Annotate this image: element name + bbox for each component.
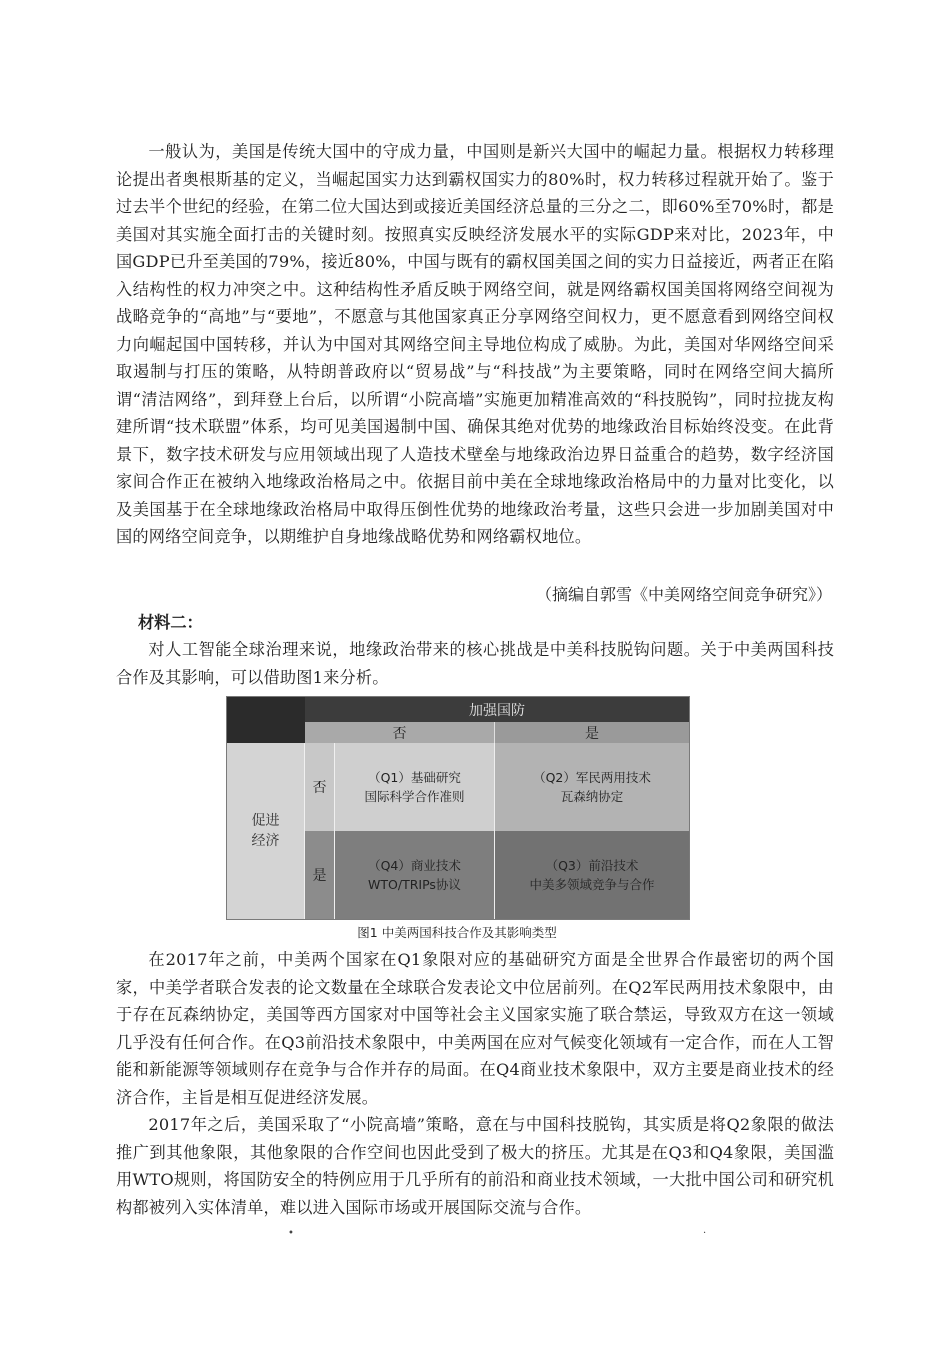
q1-rule: 国际科学合作准则 [364,789,465,804]
material1-paragraph: 一般认为，美国是传统大国中的守成力量，中国则是新兴大国中的崛起力量。根据权力转移理论提出者奥根斯基的定义，当崛起国实力达到霸权国实力的80%时，权力转移过程就开始了。鉴于过去半个世纪的经验，在第二位大国达到或接近美国经济总量的三分之二，即60%至70%时，都是美国对其实施全面打击的关键时刻。按照真实反映经济发展水平的实际GDP来对比，2023年，中国GDP已升至美国的79%，接近80%，中国与既有的霸权国美国之间的实力日益接近，两者正在陷入结构性的权力冲突之中。这种结构性矛盾反映于网络空间，就是网络霸权国美国将网络空间视为战略竞争的“高地”与“要地”，不愿意与其他国家真正分享网络空间权力，更不愿意看到网络空间权力向崛起国中国转移，并认为中国对其网络空间主导地位构成了威胁。为此，美国对华网络空间采取遏制与打压的策略，从特朗普政府以“贸易战”与“科技战”为主要策略，同时在网络空间大搞所谓“清洁网络”，到拜登上台后，以所谓“小院高墙”实施更加精准高效的“科技脱钩”，同时拉拢友构建所谓“技术联盟”体系，均可见美国遏制中国、确保其绝对优势的地缘政治目标始终没变。在此背景下，数字技术研发与应用领域出现了人造技术壁垒与地缘政治边界日益重合的趋势，数字经济国家间合作正在被纳入地缘政治格局之中。依据目前中美在全球地缘政治格局中的力量对比变化，以及美国基于在全球地缘政治格局中取得压倒性优势的地缘政治考量，这些只会进一步加剧美国对中国的网络空间竞争，以期维护自身地缘战略优势和网络霸权地位。 [116,142,834,546]
material2-intro: 对人工智能全球治理来说，地缘政治带来的核心挑战是中美科技脱钩问题。关于中美两国科技合作及其影响，可以借助图1来分析。 [116,640,834,687]
scan-mark-right: · [703,1228,707,1239]
material2-paragraph-before-2017: 在2017年之前，中美两个国家在Q1象限对应的基础研究方面是全世界合作最密切的两个国家，中美学者联合发表的论文数量在全球联合发表论文中位居前列。在Q2军民两用技术象限中，由于存在瓦森纳协定，美国等西方国家对中国等社会主义国家实施了联合禁运，导致双方在这一领域几乎没有任何合作。在Q3前沿技术象限中，中美两国在应对气候变化领域有一定合作，而在人工智能和新能源等领域则存在竞争与合作并存的局面。在Q4商业技术象限中，双方主要是商业技术的经济合作，主旨是相互促进经济发展。 [116,950,834,1107]
q3-rule: 中美多领域竞争与合作 [529,877,655,892]
material1-source: （摘编自郭雪《中美网络空间竞争研究》） [535,585,832,604]
q2-rule: 瓦森纳协定 [560,789,624,804]
column-header-no: 否 [305,722,495,743]
matrix-corner [227,697,305,743]
q4-rule: WTO/TRIPs协议 [368,877,461,892]
material2-title: 材料二： [138,613,203,632]
q3-title: （Q3）前沿技术 [545,858,639,873]
figure-1-matrix [226,696,690,920]
scan-mark-left: • [288,1228,294,1239]
material2-paragraph-after-2017: 2017年之后，美国采取了“小院高墙”策略，意在与中国科技脱钩，其实质是将Q2象限的做法推广到其他象限，其他象限的合作空间也因此受到了极大的挤压。尤其是在Q3和Q4象限，美国滥用WTO规则，将国防安全的特例应用于几乎所有的前沿和商业技术领域，一大批中国公司和研究机构都被列入实体清单，难以进入国际市场或开展国际交流与合作。 [116,1115,834,1217]
figure-1-caption: 图1 中美两国科技合作及其影响类型 [357,925,557,940]
quadrant-q4-commercial [335,831,495,919]
quadrant-q1-basic-research [335,743,495,831]
row-header-yes: 是 [305,831,335,919]
column-header-yes: 是 [495,722,689,743]
q1-title: （Q1）基础研究 [368,770,461,785]
q4-title: （Q4）商业技术 [368,858,461,873]
quadrant-q3-frontier [495,831,689,919]
row-header-no: 否 [305,743,335,831]
q2-title: （Q2）军民两用技术 [533,770,651,785]
quadrant-q2-dual-use [495,743,689,831]
row-header-economy: 促进经济 [227,743,305,919]
column-header-defense: 加强国防 [305,697,689,722]
